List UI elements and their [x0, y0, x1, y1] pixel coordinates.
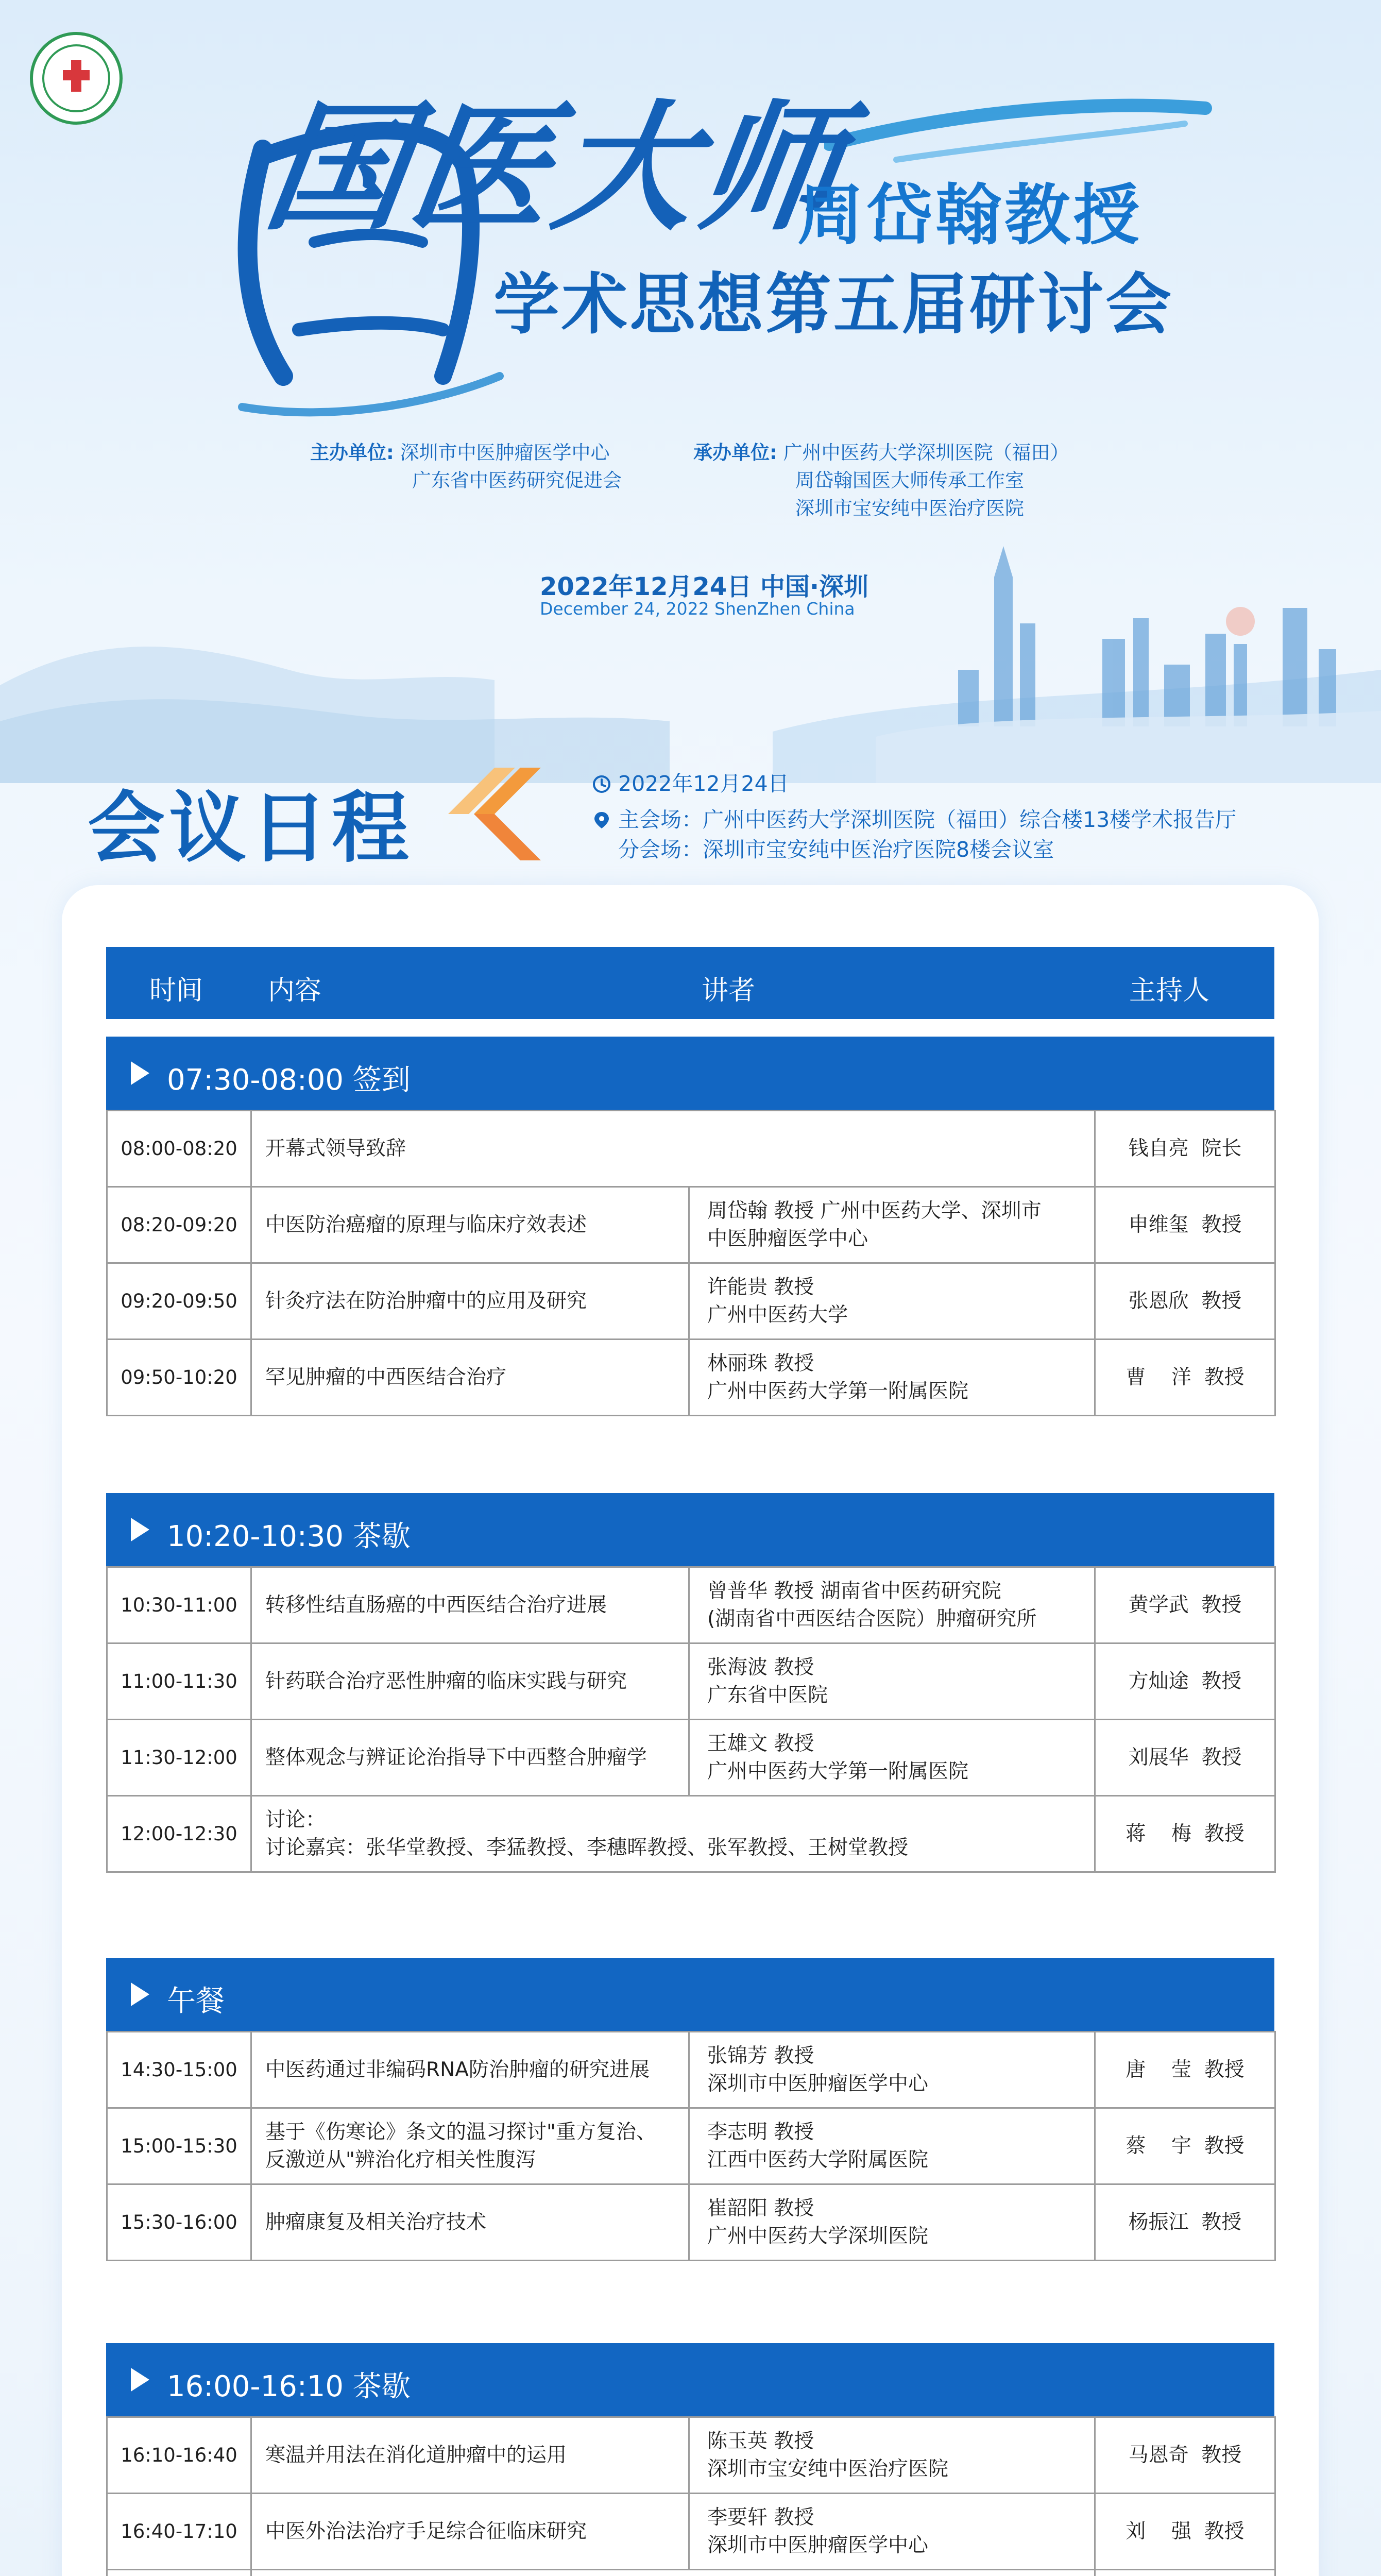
- agenda-date-text: 2022年12月24日: [618, 771, 789, 796]
- table-row: [107, 1796, 1275, 1872]
- decorative-sun: [1226, 607, 1255, 636]
- speaker-line: 陈玉英 教授: [707, 2429, 814, 2453]
- speaker-cell: [689, 2184, 1095, 2261]
- table-row: [107, 1111, 1275, 1187]
- speaker-cell: [689, 1263, 1095, 1340]
- host-cell: 申维玺 教授: [1095, 1187, 1275, 1263]
- undertaker-organizers: [693, 439, 1069, 522]
- undertaker-3: 深圳市宝安纯中医治疗医院: [795, 497, 1024, 519]
- speaker-cell: [689, 1643, 1095, 1720]
- speaker-line: 广东省中医院: [707, 1683, 828, 1707]
- host-cell: 杨振江 教授: [1095, 2184, 1275, 2261]
- speaker-line: 张锦芳 教授: [707, 2044, 814, 2067]
- time-cell: 12:00-12:30: [107, 1796, 251, 1872]
- speaker-cell: [689, 1187, 1095, 1263]
- agenda-date: [592, 767, 789, 797]
- content-cell: [251, 1567, 689, 1643]
- content-cell: [251, 1643, 689, 1720]
- time-cell: 15:30-16:00: [107, 2184, 251, 2261]
- content-cell: [251, 2108, 689, 2184]
- speaker-line: 李要轩 教授: [707, 2505, 814, 2529]
- host-cell: 张恩欣 教授: [1095, 1263, 1275, 1340]
- play-triangle-icon: [131, 1518, 149, 1541]
- content-cell: [251, 2417, 689, 2494]
- content-cell: [251, 1340, 689, 1416]
- table-row: [107, 2570, 1275, 2576]
- host-cell: 蔡 宇 教授: [1095, 2108, 1275, 2184]
- content-line: 基于《伤寒论》条文的温习探讨"重方复治、: [265, 2120, 656, 2144]
- sub-venue-text: 分会场：深圳市宝安纯中医治疗医院8楼会议室: [618, 837, 1054, 862]
- host-cell: 唐 莹 教授: [1095, 2032, 1275, 2108]
- schedule-table: [106, 2416, 1276, 2576]
- host-cell: 马恩奇 教授: [1095, 2417, 1275, 2494]
- section-header: [106, 2343, 1274, 2416]
- main-venue: [592, 803, 1236, 833]
- content-line: 中医外治法治疗手足综合征临床研究: [265, 2519, 587, 2543]
- content-cell: [251, 2570, 1095, 2576]
- schedule-table: [106, 2031, 1276, 2261]
- speaker-cell: [689, 1720, 1095, 1796]
- time-cell: 11:30-12:00: [107, 1720, 251, 1796]
- title-line-1: 周岱翰教授: [797, 177, 1143, 254]
- speaker-cell: [689, 2494, 1095, 2570]
- time-cell: 09:20-09:50: [107, 1263, 251, 1340]
- content-line: 开幕式领导致辞: [265, 1137, 406, 1160]
- speaker-cell: [689, 1567, 1095, 1643]
- speaker-cell: [689, 2032, 1095, 2108]
- speaker-line: 广州中医药大学第一附属医院: [707, 1379, 969, 1403]
- speaker-line: 王雄文 教授: [707, 1732, 814, 1755]
- host-cell: 黄学武 教授: [1095, 1567, 1275, 1643]
- speaker-line: 深圳市中医肿瘤医学中心: [707, 2072, 929, 2095]
- header-time: 时间: [149, 975, 203, 1006]
- table-row: [107, 1340, 1275, 1416]
- header-content: 内容: [268, 975, 322, 1006]
- content-cell: [251, 1111, 1095, 1187]
- content-cell: [251, 2032, 689, 2108]
- table-row: [107, 2417, 1275, 2494]
- content-line: 反激逆从"辨治化疗相关性腹泻: [265, 2148, 536, 2172]
- speaker-line: (湖南省中西医结合医院）肿瘤研究所: [707, 1607, 1037, 1631]
- time-cell: 15:00-15:30: [107, 2108, 251, 2184]
- speaker-cell: [689, 2108, 1095, 2184]
- speaker-line: 广州中医药大学深圳医院: [707, 2224, 929, 2248]
- decorative-brush-stroke: [824, 88, 1216, 165]
- host-cell: 刘 强 教授: [1095, 2494, 1275, 2570]
- schedule-table-header: [106, 947, 1274, 1019]
- table-row: [107, 2032, 1275, 2108]
- host-cell: 刘展华 教授: [1095, 1720, 1275, 1796]
- event-date-en: December 24, 2022 ShenZhen China: [540, 599, 855, 619]
- content-line: 中医药通过非编码RNA防治肿瘤的研究进展: [265, 2058, 650, 2081]
- table-row: [107, 1720, 1275, 1796]
- undertaker-1: 广州中医药大学深圳医院（福田）: [783, 442, 1069, 464]
- section-header: [106, 1958, 1274, 2031]
- schedule-table: [106, 1110, 1276, 1416]
- time-cell: 09:50-10:20: [107, 1340, 251, 1416]
- time-cell: 16:40-17:10: [107, 2494, 251, 2570]
- section-label: 16:00-16:10 茶歇: [167, 2370, 411, 2403]
- table-row: [107, 2184, 1275, 2261]
- title-line-2: 学术思想第五届研讨会: [493, 266, 1174, 343]
- play-triangle-icon: [131, 1982, 149, 2006]
- table-row: [107, 1643, 1275, 1720]
- hospital-logo: [30, 32, 123, 125]
- content-cell: [251, 1796, 1095, 1872]
- content-line: 整体观念与辨证论治指导下中西整合肿瘤学: [265, 1745, 647, 1769]
- speaker-line: 林丽珠 教授: [707, 1351, 814, 1375]
- undertaker-label: 承办单位:: [693, 442, 777, 464]
- speaker-line: 中医肿瘤医学中心: [707, 1227, 868, 1250]
- header-host: 主持人: [1129, 975, 1210, 1006]
- host-cell: [1095, 2570, 1275, 2576]
- content-line: 转移性结直肠癌的中西医结合治疗进展: [265, 1593, 607, 1617]
- undertaker-2: 周岱翰国医大师传承工作室: [795, 469, 1024, 492]
- speaker-line: 广州中医药大学第一附属医院: [707, 1759, 969, 1783]
- speaker-line: 深圳市中医肿瘤医学中心: [707, 2533, 929, 2557]
- table-row: [107, 1263, 1275, 1340]
- schedule-table: [106, 1566, 1276, 1873]
- host-cell: 蒋 梅 教授: [1095, 1796, 1275, 1872]
- section-label: 午餐: [167, 1985, 225, 2018]
- section-label: 07:30-08:00 签到: [167, 1063, 411, 1097]
- speaker-line: 张海波 教授: [707, 1655, 814, 1679]
- content-cell: [251, 1187, 689, 1263]
- time-cell: 11:00-11:30: [107, 1643, 251, 1720]
- speaker-line: 李志明 教授: [707, 2120, 814, 2144]
- section-label: 10:20-10:30 茶歇: [167, 1520, 411, 1553]
- host-cell: 方灿途 教授: [1095, 1643, 1275, 1720]
- content-line: 针灸疗法在防治肿瘤中的应用及研究: [265, 1289, 587, 1313]
- content-line: 讨论嘉宾：张华堂教授、李猛教授、李穗晖教授、张军教授、王树堂教授: [265, 1836, 909, 1859]
- host-label: 主办单位:: [310, 442, 394, 464]
- time-cell: 08:20-09:20: [107, 1187, 251, 1263]
- content-cell: [251, 2494, 689, 2570]
- table-row: [107, 2108, 1275, 2184]
- play-triangle-icon: [131, 2368, 149, 2392]
- content-line: 中医防治癌瘤的原理与临床疗效表述: [265, 1213, 587, 1236]
- speaker-line: 广州中医药大学: [707, 1303, 848, 1327]
- speaker-line: 曾普华 教授 湖南省中医药研究院: [707, 1579, 1001, 1603]
- event-date-cn: 2022年12月24日 中国·深圳: [540, 572, 869, 601]
- time-cell: 10:30-11:00: [107, 1567, 251, 1643]
- host-1: 深圳市中医肿瘤医学中心: [400, 442, 610, 464]
- content-line: 针药联合治疗恶性肿瘤的临床实践与研究: [265, 1669, 627, 1693]
- location-pin-icon: [592, 811, 611, 829]
- content-line: 讨论：: [265, 1808, 326, 1832]
- speaker-cell: [689, 1340, 1095, 1416]
- host-cell: 钱自亮 院长: [1095, 1111, 1275, 1187]
- time-cell: [107, 2570, 251, 2576]
- main-venue-text: 主会场：广州中医药大学深圳医院（福田）综合楼13楼学术报告厅: [618, 807, 1237, 832]
- top-skyline-illustration: [0, 515, 1381, 783]
- content-line: 寒温并用法在消化道肿瘤中的运用: [265, 2443, 567, 2467]
- time-cell: 16:10-16:40: [107, 2417, 251, 2494]
- clock-icon: [592, 775, 611, 793]
- host-organizers: [310, 439, 622, 495]
- section-header: [106, 1493, 1274, 1566]
- host-cell: 曹 洋 教授: [1095, 1340, 1275, 1416]
- speaker-line: 许能贵 教授: [707, 1275, 814, 1299]
- speaker-line: 江西中医药大学附属医院: [707, 2148, 929, 2172]
- content-line: 罕见肿瘤的中西医结合治疗: [265, 1365, 507, 1389]
- header-speaker: 讲者: [702, 975, 756, 1006]
- table-row: [107, 1567, 1275, 1643]
- content-line: 肿瘤康复及相关治疗技术: [265, 2210, 487, 2234]
- agenda-title: 会议日程: [88, 784, 414, 873]
- chevron-arrows-icon: [438, 737, 561, 860]
- speaker-line: 崔韶阳 教授: [707, 2196, 814, 2220]
- host-2: 广东省中医药研究促进会: [412, 469, 622, 492]
- time-cell: 08:00-08:20: [107, 1111, 251, 1187]
- cross-icon: [63, 60, 90, 92]
- content-cell: [251, 1720, 689, 1796]
- play-triangle-icon: [131, 1061, 149, 1085]
- table-row: [107, 2494, 1275, 2570]
- speaker-cell: [689, 2417, 1095, 2494]
- calligraphy-title: 国医大师: [256, 86, 857, 249]
- speaker-line: 周岱翰 教授 广州中医药大学、深圳市: [707, 1199, 1042, 1223]
- content-cell: [251, 2184, 689, 2261]
- content-cell: [251, 1263, 689, 1340]
- section-header: [106, 1037, 1274, 1110]
- time-cell: 14:30-15:00: [107, 2032, 251, 2108]
- speaker-line: 深圳市宝安纯中医治疗医院: [707, 2457, 949, 2481]
- table-row: [107, 1187, 1275, 1263]
